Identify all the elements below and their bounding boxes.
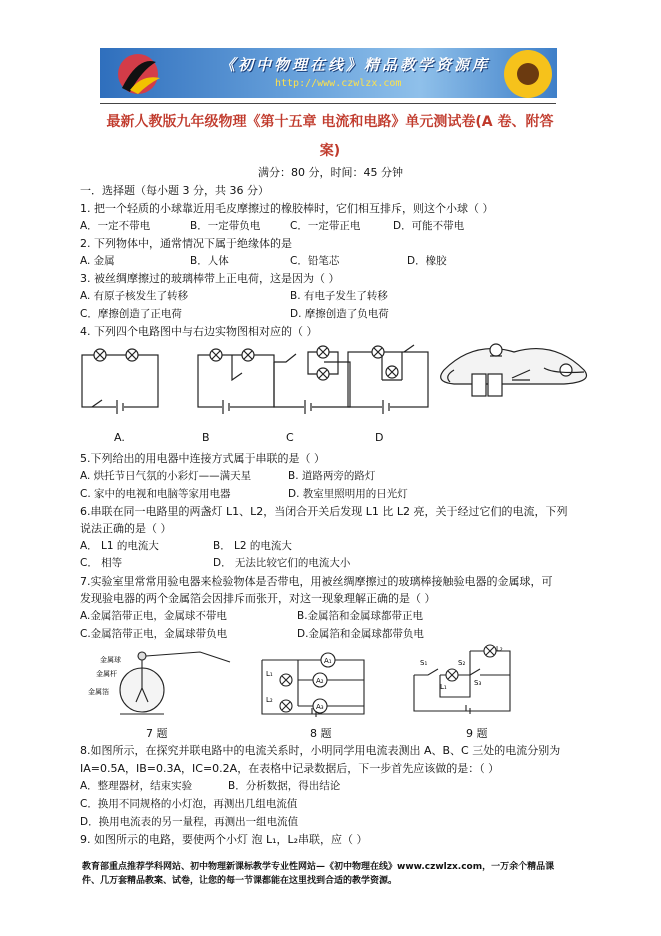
- circuit-b: [198, 349, 274, 414]
- q1-option-c: C．一定带正电: [290, 220, 361, 232]
- q2-option-b: B．人体: [190, 255, 229, 267]
- q6-option-b: B． L2 的电流大: [213, 540, 292, 552]
- q5-option-a: A. 烘托节日气氛的小彩灯——满天星: [80, 470, 252, 482]
- q4-circuit-diagrams: [72, 340, 652, 440]
- q3-option-a: A. 有原子核发生了转移: [80, 290, 189, 302]
- figure-9-circuit: [410, 645, 520, 715]
- q6-option-a: A． L1 的电流大: [80, 540, 159, 552]
- q1-option-a: A．一定不带电: [80, 220, 151, 232]
- banner-url: http://www.czwlzx.com: [275, 78, 402, 89]
- section-heading: 一．选择题（每小题 3 分，共 36 分）: [80, 184, 269, 197]
- circuit-c: [274, 346, 350, 414]
- fig8-label-a3: A₃: [316, 703, 324, 711]
- title-line-1: 最新人教版九年级物理《第十五章 电流和电路》单元测试卷(A 卷、附答: [106, 114, 554, 130]
- q3-stem: 3. 被丝绸摩擦过的玻璃棒带上正电荷，这是因为（ ）: [80, 272, 340, 285]
- fig8-label-l1: L₁: [266, 670, 273, 678]
- figure-9-caption: 9 题: [466, 727, 488, 740]
- fig8-label-a2: A₂: [316, 677, 324, 685]
- q4-label-b: B: [202, 431, 210, 444]
- header-banner: [100, 48, 557, 98]
- footer-line-1: 教育部重点推荐学科网站、初中物理新课标教学专业性网站—《初中物理在线》www.czwlzx.com，一万余个精品课: [82, 862, 555, 872]
- q9-stem: 9. 如图所示的电路，要使两个小灯 泡 L₁，L₂串联，应（ ）: [80, 833, 368, 846]
- exam-meta: 满分：80 分，时间：45 分钟: [258, 166, 403, 179]
- q8-option-c: C．换用不同规格的小灯泡，再测出几组电流值: [80, 798, 298, 810]
- q7-option-b: B.金属箔和金属球都带正电: [297, 610, 424, 622]
- q8-option-a: A．整理器材，结束实验: [80, 780, 193, 792]
- circuit-a: [82, 349, 158, 414]
- q4-stem: 4. 下列四个电路图中与右边实物图相对应的（ ）: [80, 325, 318, 338]
- fig9-label-l2: L₂: [496, 645, 503, 653]
- fig9-label-s1: S₁: [420, 659, 428, 667]
- q1-option-b: B．一定带负电: [190, 220, 261, 232]
- fig8-label-a1: A₁: [324, 657, 332, 665]
- q3-option-d: D. 摩擦创造了负电荷: [290, 308, 389, 320]
- fig9-label-s3: S₃: [474, 679, 482, 687]
- figure-8-caption: 8 题: [310, 727, 332, 740]
- q2-option-d: D．橡胶: [407, 255, 447, 267]
- q1-stem: 1. 把一个轻质的小球靠近用毛皮摩擦过的橡胶棒时，它们相互排斥，则这个小球（ ）: [80, 202, 494, 215]
- q8-option-b: B．分析数据，得出结论: [228, 780, 341, 792]
- fig9-label-s2: S₂: [458, 659, 466, 667]
- title-line-2: 案): [319, 143, 341, 159]
- q5-option-b: B. 道路两旁的路灯: [288, 470, 376, 482]
- fig8-label-l2: L₂: [266, 696, 273, 704]
- q7-option-a: A.金属箔带正电，金属球不带电: [80, 610, 227, 622]
- q8-stem-line-1: 8.如图所示，在探究并联电路中的电流关系时，小明同学用电流表测出 A、B、C 三处的电流分别为: [80, 744, 561, 757]
- fig7-label-foil: 金属箔: [88, 688, 109, 696]
- sunflower-icon: [492, 48, 557, 98]
- q6-option-d: D． 无法比较它们的电流大小: [213, 557, 351, 569]
- q2-stem: 2. 下列物体中，通常情况下属于绝缘体的是: [80, 237, 292, 250]
- logo-icon: [108, 48, 168, 98]
- fig9-label-l1: L₁: [440, 683, 447, 691]
- physical-circuit-picture: [441, 344, 587, 396]
- q6-stem-line-1: 6.串联在同一电路里的两盏灯 L1、L2，当闭合开关后发现 L1 比 L2 亮，关于经过它们的电流，下列: [80, 505, 568, 518]
- q5-option-c: C. 家中的电视和电脑等家用电器: [80, 488, 231, 500]
- q8-stem-line-2: IA=0.5A，IB=0.3A，IC=0.2A，在表格中记录数据后，下一步首先应该做的是：（ ）: [80, 762, 500, 775]
- q1-option-d: D．可能不带电: [393, 220, 465, 232]
- q3-option-c: C．摩擦创造了正电荷: [80, 308, 182, 320]
- q5-stem: 5.下列给出的用电器中连接方式属于串联的是（ ）: [80, 452, 325, 465]
- q5-option-d: D. 教室里照明用的日光灯: [288, 488, 408, 500]
- q2-option-c: C．铅笔芯: [290, 255, 340, 267]
- q7-stem-line-2: 发现验电器的两个金属箔会因排斥而张开，对这一现象理解正确的是（ ）: [80, 592, 436, 605]
- figure-7-caption: 7 题: [146, 727, 168, 740]
- document-title: [70, 108, 590, 166]
- banner-title: 《初中物理在线》精品教学资源库: [220, 56, 491, 74]
- q7-stem-line-1: 7.实验室里常常用验电器来检验物体是否带电，用被丝绸摩擦过的玻璃棒接触验电器的金属球，可: [80, 575, 553, 588]
- header-rule: [100, 103, 556, 104]
- figure-8-circuit: [258, 650, 368, 720]
- page-footer: [82, 860, 582, 888]
- fig7-label-rod: 金属杆: [96, 670, 117, 678]
- figure-7-electroscope: [80, 648, 230, 718]
- q6-option-c: C． 相等: [80, 557, 123, 569]
- q4-label-a: A.: [114, 431, 125, 444]
- q3-option-b: B. 有电子发生了转移: [290, 290, 388, 302]
- q7-option-c: C.金属箔带正电，金属球带负电: [80, 628, 228, 640]
- q2-option-a: A. 金属: [80, 255, 115, 267]
- fig7-label-ball: 金属球: [100, 656, 121, 664]
- q4-label-c: C: [286, 431, 294, 444]
- q7-option-d: D.金属箔和金属球都带负电: [297, 628, 424, 640]
- q6-stem-line-2: 说法正确的是（ ）: [80, 522, 172, 535]
- q8-option-d: D．换用电流表的另一量程，再测出一组电流值: [80, 816, 299, 828]
- q4-label-d: D: [375, 431, 384, 444]
- footer-line-2: 件、几万套精品教案、试卷，让您的每一节课都能在这里找到合适的教学资源。: [82, 876, 398, 886]
- circuit-d: [348, 345, 428, 414]
